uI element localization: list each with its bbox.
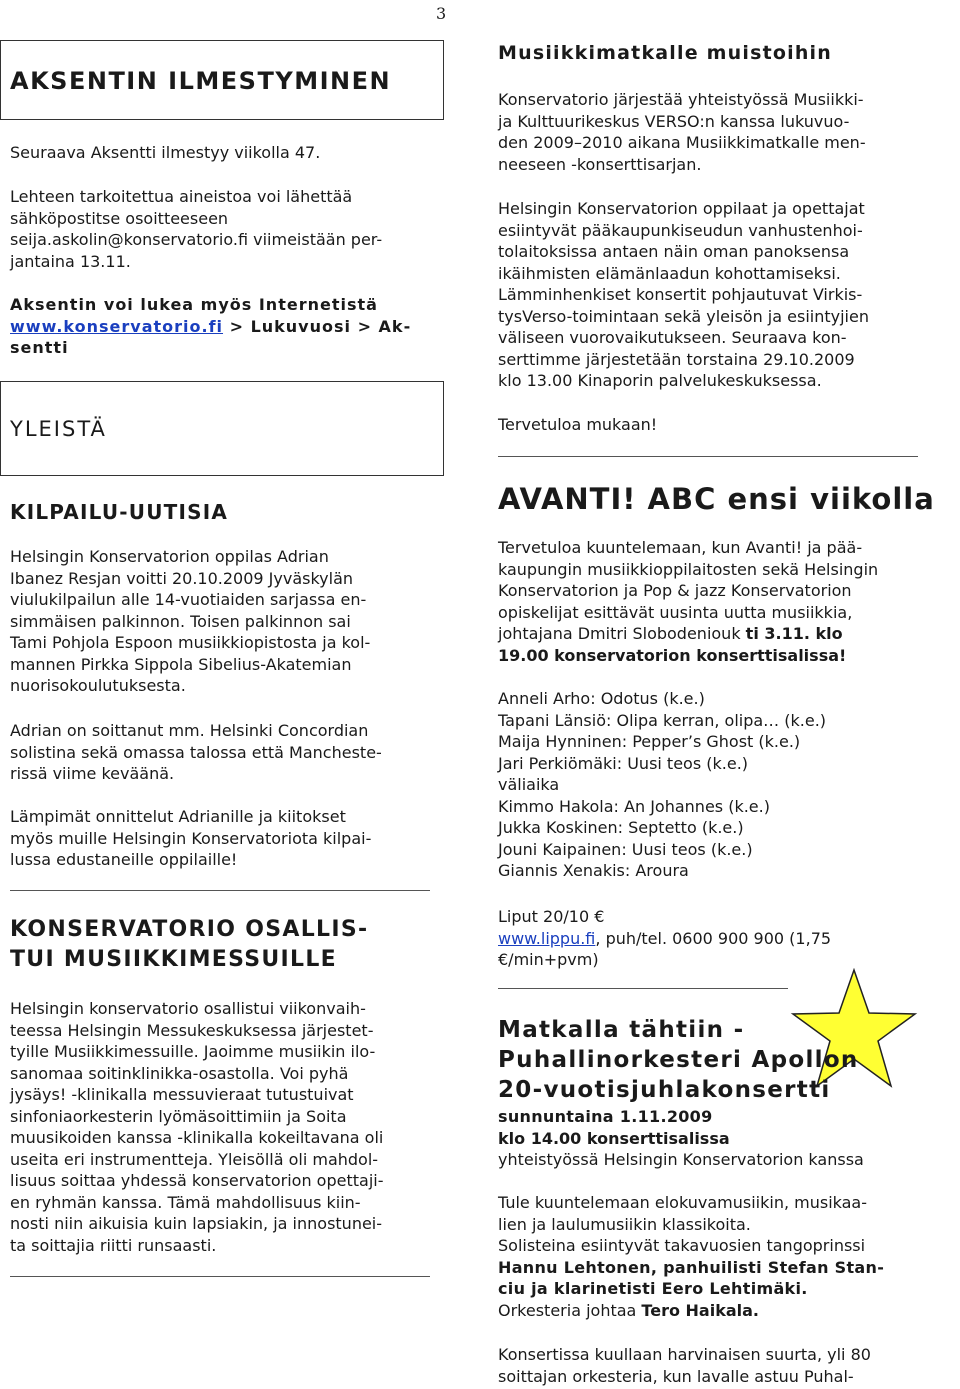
lippu-link[interactable]: www.lippu.fi xyxy=(498,928,596,948)
fair-heading: KONSERVATORIO OSALLIS- TUI MUSIIKKIMESSUILLE xyxy=(10,917,369,972)
fair-paragraph: Helsingin konservatorio osallistui viikonvaih- teessa Helsingin Messukeskuksessa järjestet- tyille Musiikkimessuille. Jaoimme musiikin ilo- sanomaa soitinklinikka-osastolla. Voi pyhä jysäys! -klinikalla messuvieraat tutustuivat sinfoniaorkesterin lyömäsoittimiin ja Soita muusikoiden kanssa -klinikalla kokeiltavana oli useita eri instrumentteja. Yleisöllä oli mahdol- lisuus soittaa yhdessä konservatorion opettaji- en ryhmän kanssa. Tämä mahdollisuus kiin- nosti niin aikuisia kuin lapsiakin, ja innostunei- ta soittajia riitti runsaasti. xyxy=(10,999,384,1255)
internet-paragraph: Aksentin voi lukea myös Internetistä www.konservatorio.fi > Lukuvuosi > Ak- sentti xyxy=(10,295,412,357)
memory-welcome: Tervetuloa mukaan! xyxy=(498,415,658,434)
avanti-heading: AVANTI! ABC ensi viikolla xyxy=(498,482,935,516)
contest-paragraph-3: Lämpimät onnittelut Adrianille ja kiitokset myös muille Helsingin Konservatoriota kilpai- lussa edustaneille oppilaille! xyxy=(10,807,372,869)
box-title-yleista: YLEISTÄ xyxy=(10,417,107,441)
contest-paragraph-1: Helsingin Konservatorion oppilas Adrian Ibanez Resjan voitti 20.10.2009 Jyväskylän viulukilpailun alle 14-vuotiaiden sarjassa en- simmäisen palkinnon. Toisen palkinnon sai Tami Pohjola Espoon musiikkiopistosta ja kol- mannen Pirkka Sippola Sibelius-Akatemian nuorisokoulutuksesta. xyxy=(10,547,371,695)
program-item: Tapani Länsiö: Olipa kerran, olipa… (k.e.) xyxy=(498,710,827,730)
avanti-paragraph: Tervetuloa kuuntelemaan, kun Avanti! ja pää- kaupungin musiikkioppilaitosten sekä Helsingin Konservatorion ja Pop & jazz Konservatorion opiskelijat esittävät uusinta uutta musiikkia, johtajana Dmitri Slobodeniouk ti 3.11. klo 19.00 konservatorion konserttisalissa! xyxy=(498,538,879,665)
program-item: Anneli Arho: Odotus (k.e.) xyxy=(498,689,705,708)
program-item: Jari Perkiömäki: Uusi teos (k.e.) xyxy=(498,753,749,773)
program-item: Jouni Kaipainen: Uusi teos (k.e.) xyxy=(498,839,753,859)
divider-left-2 xyxy=(10,1276,430,1277)
divider-left-1 xyxy=(10,890,430,891)
divider-right-1 xyxy=(498,456,918,457)
apollon-paragraph: Tule kuuntelemaan elokuvamusiikin, musikaa- lien ja laulumusiikin klassikoita. Solisteina esiintyvät takavuosien tangoprinssi Hannu Lehtonen, panhuilisti Stefan Stan- ciu ja klarinetisti Eero Lehtimäki. Orkesteria johtaa Tero Haikala. xyxy=(498,1193,885,1320)
next-issue-text: Seuraava Aksentti ilmestyy viikolla 47. xyxy=(10,143,321,162)
program-item: Kimmo Hakola: An Johannes (k.e.) xyxy=(498,796,770,816)
program-item: Jukka Koskinen: Septetto (k.e.) xyxy=(498,818,744,837)
concert-program-list xyxy=(498,688,826,882)
konservatorio-link[interactable]: www.konservatorio.fi xyxy=(10,316,224,336)
memory-heading: Musiikkimatkalle muistoihin xyxy=(498,42,832,64)
material-paragraph: Lehteen tarkoitettua aineistoa voi lähettää sähköpostitse osoitteeseen seija.askolin@konservatorio.fi viimeistään per- jantaina 13.11. xyxy=(10,187,383,271)
page-number: 3 xyxy=(436,4,447,23)
program-item: väliaika xyxy=(498,775,560,794)
contest-heading: KILPAILU-UUTISIA xyxy=(10,500,229,524)
program-item: Giannis Xenakis: Aroura xyxy=(498,861,689,880)
memory-paragraph-2: Helsingin Konservatorion oppilaat ja opettajat esiintyvät pääkaupunkiseudun vanhustenhoi- tolaitoksissa antaen näin oman panoksensa ikäihmisten elämänlaadun kohottamiseksi. Lämminhenkiset konsertit pohjautuvat Virkis- tysVerso-toimintaan sekä yleisön ja esiintyjien väliseen vuorovaikutukseen. Seuraava kon- serttimme järjestetään torstaina 29.10.2009 klo 13.00 Kinaporin palvelukeskuksessa. xyxy=(498,199,869,390)
apollon-heading: Matkalla tähtiin - Puhallinorkesteri Apollon 20-vuotisjuhlakonsertti xyxy=(498,1017,859,1103)
box-title-aksentti: AKSENTIN ILMESTYMINEN xyxy=(10,67,392,95)
apollon-paragraph-2: Konsertissa kuullaan harvinaisen suurta, yli 80 soittajan orkesteria, kun lavalle astuu Puhal- xyxy=(498,1345,871,1386)
program-item: Maija Hynninen: Pepper’s Ghost (k.e.) xyxy=(498,732,801,751)
contest-paragraph-2: Adrian on soittanut mm. Helsinki Concordian solistina sekä omassa talossa että Mancheste- rissä viime keväänä. xyxy=(10,721,382,783)
memory-paragraph-1: Konservatorio järjestää yhteistyössä Musiikki- ja Kulttuurikeskus VERSO:n kanssa lukuvuo- den 2009–2010 aikana Musiikkimatkalle men- neeseen -konserttisarjan. xyxy=(498,90,866,174)
divider-right-2 xyxy=(498,988,788,989)
apollon-details: sunnuntaina 1.11.2009 klo 14.00 konserttisalissa yhteistyössä Helsingin Konservatorion kanssa xyxy=(498,1107,864,1169)
tickets-paragraph: Liput 20/10 € www.lippu.fi, puh/tel. 0600 900 900 (1,75 €/min+pvm) xyxy=(498,907,832,969)
